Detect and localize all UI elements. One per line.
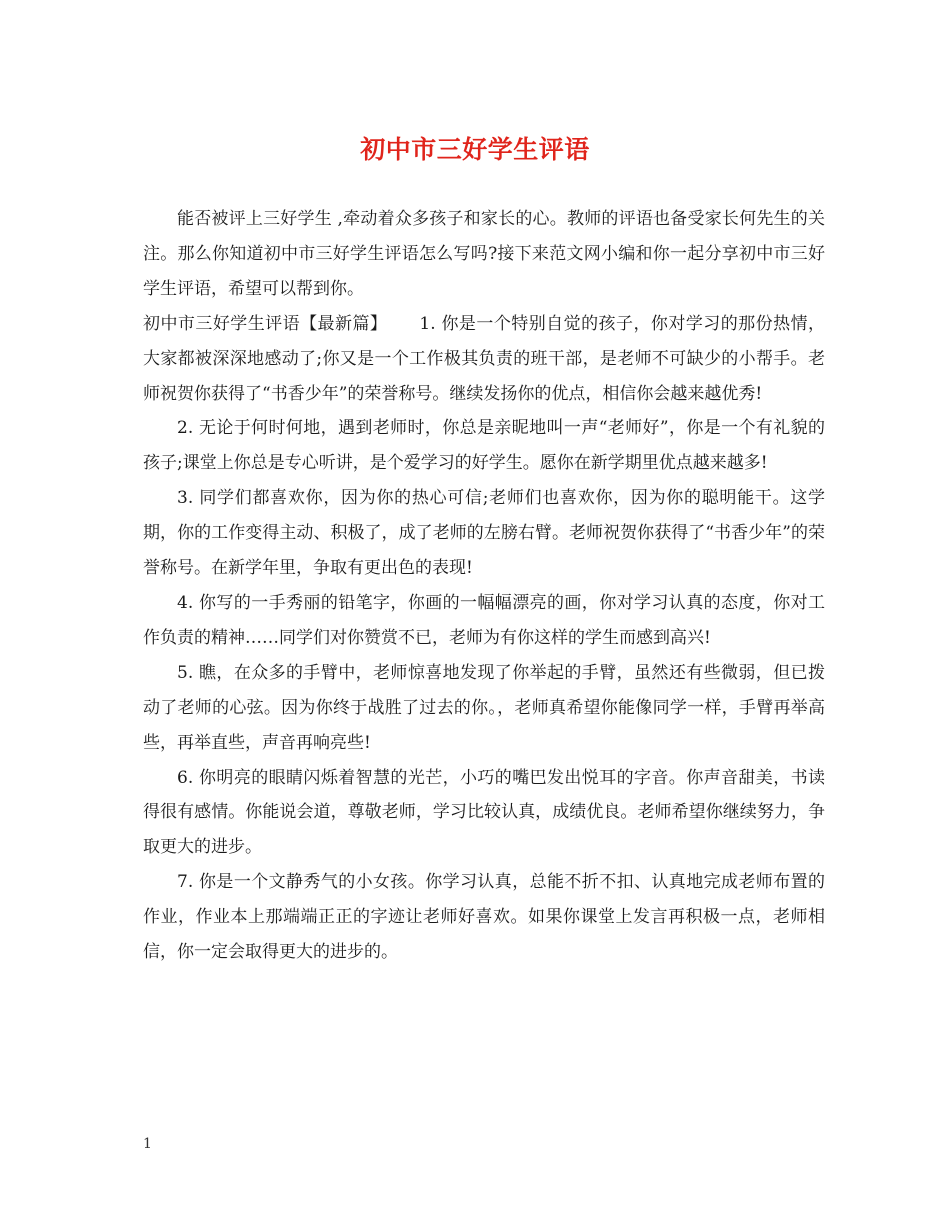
list-item: 6. 你明亮的眼睛闪烁着智慧的光芒，小巧的嘴巴发出悦耳的字音。你声音甜美，书读得很有感情。你能说会道，尊敬老师，学习比较认真，成绩优良。老师希望你继续努力，争取更大的进步。 [143,767,825,858]
list-item: 2. 无论于何时何地，遇到老师时，你总是亲昵地叫一声“老师好”，你是一个有礼貌的孩子;课堂上你总是专心听讲，是个爱学习的好学生。愿你在新学期里优点越来越多! [143,418,825,474]
list-item: 4. 你写的一手秀丽的铅笔字，你画的一幅幅漂亮的画，你对学习认真的态度，你对工作负责的精神……同学们对你赞赏不已，老师为有你这样的学生而感到高兴! [143,592,825,648]
page-number: 1 [143,1136,152,1152]
intro-paragraph: 能否被评上三好学生 ,牵动着众多孩子和家长的心。教师的评语也备受家长何先生的关注。那么你知道初中市三好学生评语怎么写吗?接下来范文网小编和你一起分享初中市三好学生评语，希望可以帮到你。 [143,209,825,299]
list-item: 3. 同学们都喜欢你，因为你的热心可信;老师们也喜欢你，因为你的聪明能干。这学期，你的工作变得主动、积极了，成了老师的左膀右臂。老师祝贺你获得了“书香少年”的荣誉称号。在新学年里，争取有更出色的表现! [143,488,825,579]
section-heading: 初中市三好学生评语【最新篇】 [143,313,388,334]
list-item: 7. 你是一个文静秀气的小女孩。你学习认真，总能不折不扣、认真地完成老师布置的作业，作业本上那端端正正的字迹让老师好喜欢。如果你课堂上发言再积极一点，老师相信，你一定会取得更大的进步的。 [143,872,825,963]
first-item-paragraph [143,307,825,412]
document-body [143,202,825,970]
list-item: 5. 瞧，在众多的手臂中，老师惊喜地发现了你举起的手臂，虽然还有些微弱，但已拨动了老师的心弦。因为你终于战胜了过去的你。，老师真希望你能像同学一样，手臂再举高些，再举直些，声音再响亮些! [143,662,825,753]
list-item: 1. 你是一个特别自觉的孩子，你对学习的那份热情，大家都被深深地感动了;你又是一个工作极其负责的班干部，是老师不可缺少的小帮手。老师祝贺你获得了“书香少年”的荣誉称号。继续发扬你的优点，相信你会越来越优秀! [143,313,826,404]
document-title: 初中市三好学生评语 [360,135,590,164]
